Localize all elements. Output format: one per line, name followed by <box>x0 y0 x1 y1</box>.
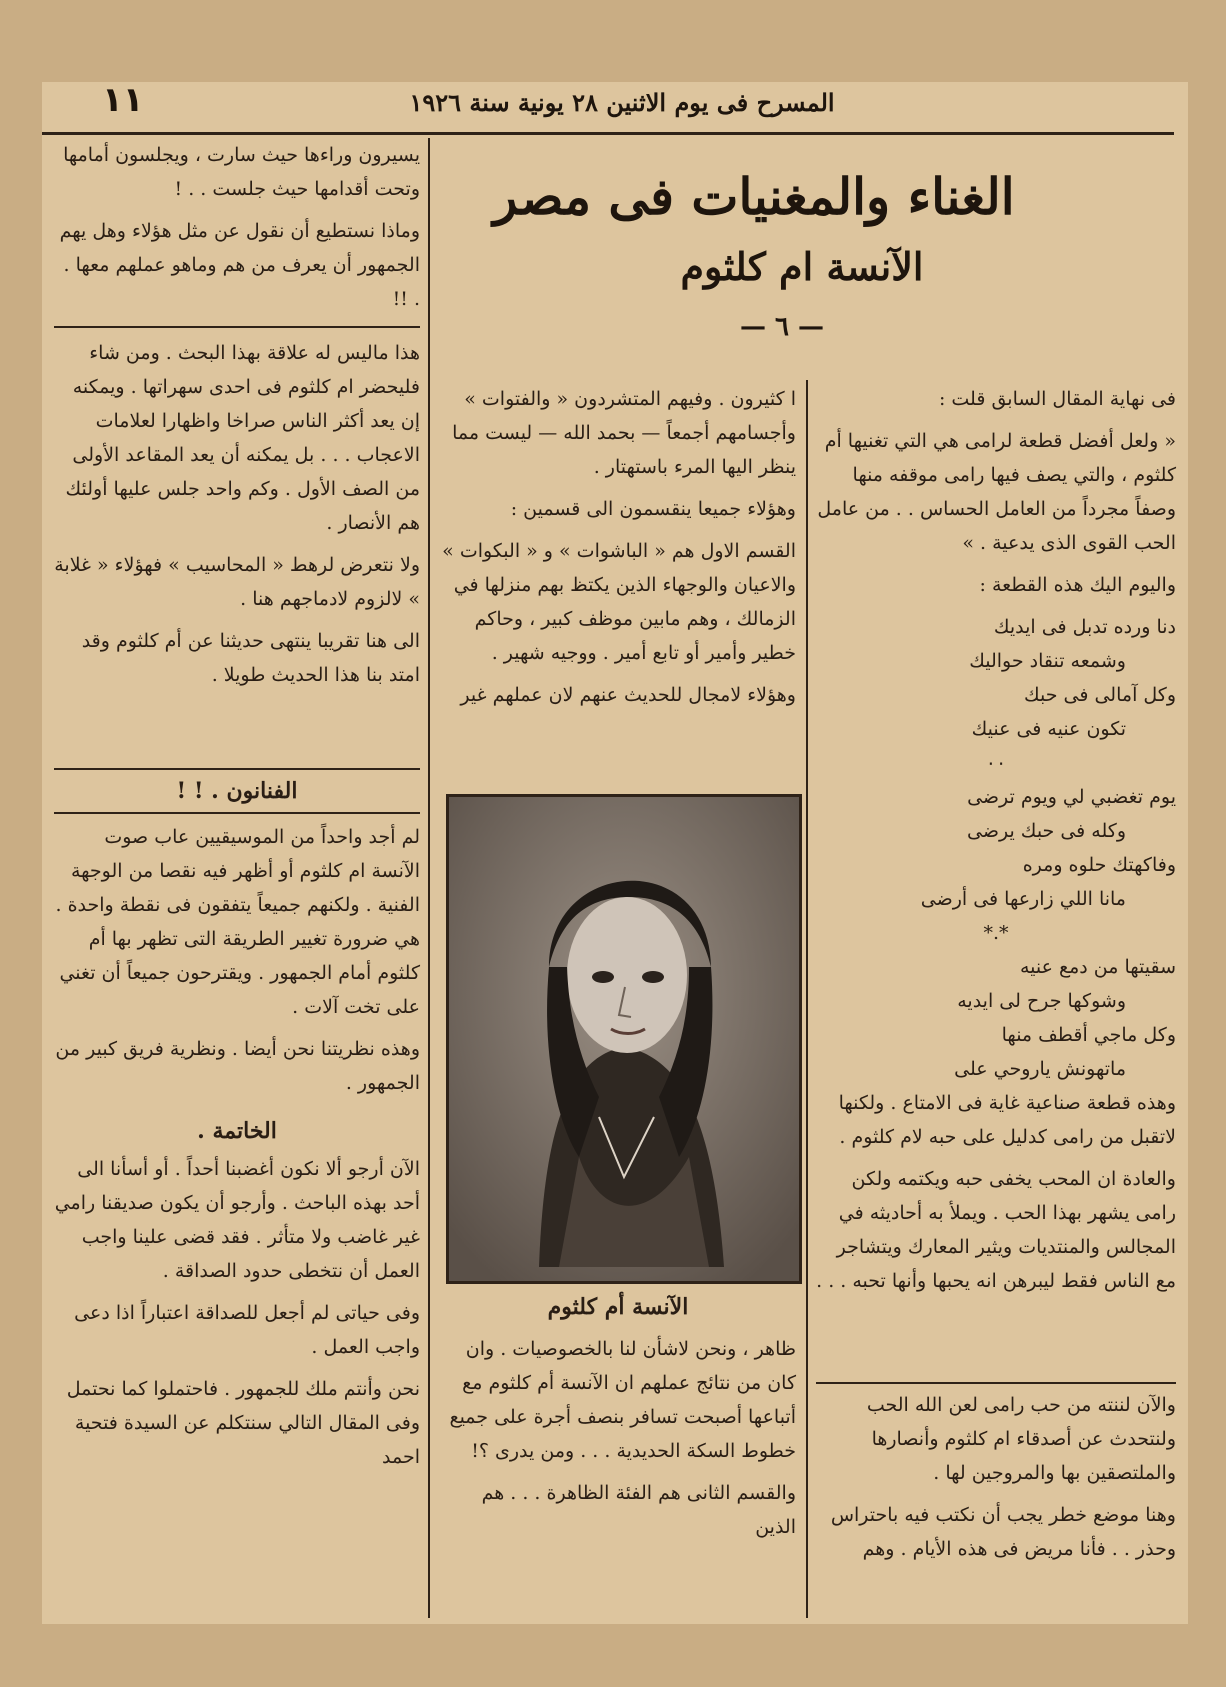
portrait-illustration <box>449 797 799 1281</box>
verse-line: وفاكهتك حلوه ومره <box>1022 854 1176 876</box>
paragraph: وهؤلاء جميعا ينقسمون الی قسمين : <box>510 498 796 520</box>
verse-line: وكل آمالی فی حبك <box>1023 684 1176 706</box>
paragraph: نحن وأنتم ملك للجمهور . فاحتملوا كما نحتمل وفی المقال التالي سنتكلم عن السيدة فتحية احمد <box>66 1378 420 1468</box>
verse-line: دنا ورده تدبل فی ايديك <box>993 616 1176 638</box>
article-subheadline: الآنسة ام كلثوم <box>680 244 924 289</box>
verse-line: تكون عنيه فی عنيك <box>971 718 1126 740</box>
section-rule <box>54 768 420 770</box>
section-rule <box>54 326 420 328</box>
section-heading: الفنانون . ! ! <box>176 778 298 804</box>
paragraph: وهذه نظريتنا نحن أيضا . ونظرية فريق كبير من الجمهور . <box>55 1038 420 1094</box>
paragraph: فی نهاية المقال السابق قلت : <box>938 388 1176 410</box>
column-right-bottom <box>816 1388 1176 1574</box>
column-left-artists <box>54 774 420 1482</box>
verse-line: سقيتها من دمع عنيه <box>1019 956 1176 978</box>
article-part-number: — ٦ — <box>739 312 825 342</box>
verse-line: يوم تغضبي لي ويوم ترضی <box>967 786 1176 808</box>
section-rule <box>816 1382 1176 1384</box>
paragraph: هذا ماليس له علاقة بهذا البحث . ومن شاء فليحضر ام كلثوم فی احدی سهراتها . ويمكنه إن يعد أكثر الناس صراخا واظهارا لعلامات الاعجاب . . . بل يمكنه أن يعد المقاعد الأولی من الصف الأول . وكم واحد جلس عليها أولئك هم الأنصار . <box>65 342 420 534</box>
paragraph: والآن لننته من حب رامی لعن الله الحب ولنتحدث عن أصدقاء ام كلثوم وأنصارها والملتصقين بها والمروجين لها . <box>866 1394 1176 1484</box>
paragraph: واليوم اليك هذه القطعة : <box>979 574 1176 596</box>
photo-caption: الآنسة أم كلثوم <box>547 1294 689 1320</box>
paragraph: يسيرون وراءها حيث سارت ، ويجلسون أمامها وتحت أقدامها حيث جلست . . ! <box>63 144 420 200</box>
verse-line: وشوكها جرح لی ايديه <box>957 990 1126 1012</box>
paragraph: وفی حياتی لم أجعل للصداقة اعتباراً اذا دعی واجب العمل . <box>74 1302 420 1358</box>
paragraph: وماذا نستطيع أن نقول عن مثل هؤلاء وهل يهم الجمهور أن يعرف من هم وماهو عملهم معها . . !! <box>59 220 420 310</box>
column-left-top <box>54 138 420 324</box>
paragraph: وهنا موضع خطر يجب أن نكتب فيه باحتراس وحذر . . فأنا مريض فی هذه الأيام . وهم <box>830 1504 1176 1560</box>
paragraph: ظاهر ، ونحن لاشأن لنا بالخصوصيات . وان كان من نتائج عملهم ان الآنسة أم كلثوم مع أتباعها أصبحت تسافر بنصف أجرة علی جميع خطوط السكة الحديدية . . . ومن يدری ؟! <box>449 1338 796 1462</box>
verse-separator: *.* <box>983 922 1009 944</box>
paragraph: القسم الاول هم « الباشوات » و « البكوات » والاعيان والوجهاء الذين يكتظ بهم منزلها في الزمالك ، وهم مابين موظف كبير ، وحاكم خطير وأمير أو تابع أمير . ووجيه شهير . <box>442 540 796 664</box>
newspaper-page <box>42 82 1188 1624</box>
running-title: المسرح فی یوم الاثنین ٢٨ یونیة سنة ١٩٢٦ <box>409 88 835 117</box>
paragraph: الآن أرجو ألا نكون أغضبنا أحداً . أو أسأنا الی أحد بهذه الباحث . وأرجو أن يكون صديقنا رامي غير غاضب ولا متأثر . فقد قضی علينا واجب العمل أن نتخطی حدود الصداقة . <box>54 1158 420 1282</box>
verse-line: ماتهونش ياروحي علی <box>954 1058 1126 1080</box>
verse-line: وكل ماجي أقطف منها <box>1001 1024 1176 1046</box>
section-rule <box>54 812 420 814</box>
verse-line: وكله فی حبك يرضی <box>967 820 1126 842</box>
verse-line: مانا اللي زارعها فی أرضی <box>920 888 1126 910</box>
paragraph: وهذه قطعة صناعية غاية فی الامتاع . ولكنها لاتقبل من رامی كدليل علی حبه لام كلثوم . <box>838 1092 1176 1148</box>
column-middle-top <box>440 382 796 720</box>
paragraph: الی هنا تقريبا ينتهی حديثنا عن أم كلثوم وقد امتد بنا هذا الحديث طويلا . <box>81 630 420 686</box>
column-divider-left <box>428 138 430 1618</box>
paragraph: « ولعل أفضل قطعة لرامی هي التي تغنيها أم كلثوم ، والتي يصف فيها رامی موقفه منها وصفاً مجرداً من العامل الحساس . . من عامل الحب القوی الذی يدعية . » <box>817 430 1176 554</box>
article-headline: الغناء والمغنيات فی مصر <box>493 167 1015 226</box>
column-left-middle <box>54 336 420 700</box>
masthead-rule <box>42 132 1174 135</box>
verse-separator: ٠٠ <box>985 752 1007 774</box>
paragraph: ا كثيرون . وفيهم المتشردون « والفتوات » وأجسامهم أجمعاً — بحمد الله — ليست مما ينظر اليها المرء باستهتار . <box>452 388 796 478</box>
paragraph: لم أجد واحداً من الموسيقيين عاب صوت الآنسة ام كلثوم أو أظهر فيه نقصا من الوجهة الفنية . ولكنهم جميعاً يتفقون فی نقطة واحدة . هي ضرورة تغيير الطريقة التی تظهر بها أم كلثوم أمام الجمهور . ويقترحون جميعاً أن تغني علی تخت آلات . <box>55 826 420 1018</box>
paragraph: والقسم الثانی هم الفئة الظاهرة . . . هم الذين <box>481 1482 796 1538</box>
column-right <box>816 382 1176 1306</box>
column-divider-middle <box>806 380 808 1618</box>
verse-line: وشمعه تنقاد حواليك <box>969 650 1126 672</box>
paragraph: وهؤلاء لامجال للحديث عنهم لان عملهم غير <box>460 684 796 706</box>
paragraph: ولا نتعرض لرهط « المحاسيب » فهؤلاء « غلابة » لالزوم لادماجهم هنا . <box>54 554 420 610</box>
column-middle-bottom <box>440 1284 796 1552</box>
page-number: ١١ <box>102 80 144 120</box>
section-heading: الخاتمة . <box>197 1118 277 1144</box>
portrait-photo <box>446 794 802 1284</box>
paragraph: والعادة ان المحب يخفی حبه ويكتمه ولكن رامی يشهر بهذا الحب . ويملأ به أحاديثه في المجالس والمنتديات ويثير المعارك ويتشاجر مع الناس فقط ليبرهن انه يحبها وأنها تحبه . . . <box>816 1168 1176 1292</box>
